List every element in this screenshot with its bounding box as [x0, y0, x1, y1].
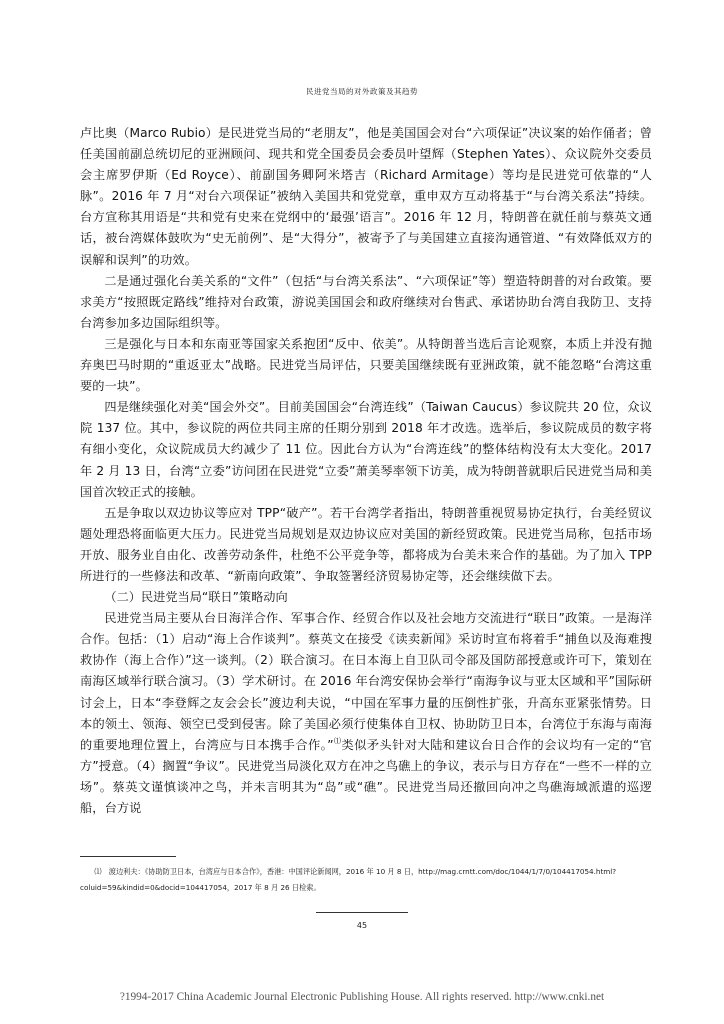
paragraph: 五是争取以双边协议等应对 TPP“破产”。若干台湾学者指出，特朗普重视贸易协定执行，台美经贸议题处理恐将面临更大压力。民进党当局规划是双边协议应对美国的新经贸政策。民进党当局称，包括市场开放、服务业自由化、改善劳动条件，杜绝不公平竞争等，都将成为台美未来合作的基础。为了加入 TPP 所进行的一些修法和改革、“新南向政策”、争取签署经济贸易协定等，还会继续做下去。 — [80, 505, 652, 583]
paragraph: 二是通过强化台美关系的“文件”（包括“与台湾关系法”、“六项保证”等）塑造特朗普的对台政策。要求美方“按照既定路线”维持对台政策，游说美国国会和政府继续对台售武、承诺协助台湾自我防卫、支持台湾参加多边国际组织等。 — [80, 273, 652, 330]
copyright-notice: ?1994-2017 China Academic Journal Electronic Publishing House. All rights reserved. http://www.cnki.net — [119, 991, 605, 1003]
paragraph: 四是继续强化对美“国会外交”。目前美国国会“台湾连线”（Taiwan Caucus）参议院共 20 位，众议院 137 位。其中，参议院的两位共同主席的任期分别到 2018 年才改选。选举后，参议院成员的数字将有细小变化，众议院成员大约减少了 11 位。因此台方认为“台湾连线”的整体结构没有太大变化。2017 年 2 月 13 日，台湾“立委”访问团在民进党“立委”萧美琴率领下访美，成为特朗普就职后民进党当局和美国首次较正式的接触。 — [80, 400, 652, 499]
section-subheading: （二）民进党当局“联日”策略动向 — [104, 590, 288, 605]
paragraph — [80, 608, 652, 819]
paragraph-text: 类似矛头针对大陆和建议台日合作的会议均有一定的“官方”授意。（4）搁置“争议”。民进党当局淡化双方在冲之鸟礁上的争议，表示与日方存在“一些不一样的立场”。蔡英文谨慎谈冲之鸟，并未言明其为“岛”或“礁”。民进党当局还撤回向冲之鸟礁海域派遣的巡逻船，台方说 — [80, 737, 652, 815]
paragraph-text: 民进党当局主要从台日海洋合作、军事合作、经贸合作以及社会地方交流进行“联日”政策。一是海洋合作。包括：（1）启动“海上合作谈判”。蔡英文在接受《读卖新闻》采访时宣布将着手“捕鱼以及海难搜救协作（海上合作）”这一谈判。（2）联合演习。在日本海上自卫队司令部及国防部授意或许可下，策划在南海区域举行联合演习。（3）学术研讨。在 2016 年台湾安保协会举行“南海争议与亚太区域和平”国际研讨会上，日本“李登辉之友会会长”渡边利夫说，“中国在军事力量的压倒性扩张，升高东亚紧张情势。日本的领土、领海、领空已受到侵害。除了美国必须行使集体自卫权、协助防卫日本，台湾位于东海与南海的重要地理位置上，台湾应与日本携手合作。” — [80, 611, 652, 752]
page-number-divider — [316, 912, 408, 913]
paragraph: 卢比奥（Marco Rubio）是民进党当局的“老朋友”，他是美国国会对台“六项保证”决议案的始作俑者；曾任美国前副总统切尼的亚洲顾问、现共和党全国委员会委员叶望辉（Stephen Yates）、众议院外交委员会主席罗伊斯（Ed Royce）、前副国务卿阿米塔吉（Richard Armitage）等均是民进党可依靠的“人脉”。2016 年 7 月“对台六项保证”被纳入美国共和党党章，重申双方互动将基于“与台湾关系法”持续。台方宣称其用语是“共和党有史来在党纲中的‘最强’语言”。2016 年 12 月，特朗普在就任前与蔡英文通话，被台湾媒体鼓吹为“史无前例”、是“大得分”，被寄予了与美国建立直接沟通管道、“有效降低双方的误解和误判”的功效。 — [80, 126, 652, 267]
footnote-divider — [80, 856, 176, 857]
paragraph: 三是强化与日本和东南亚等国家关系抱团“反中、依美”。从特朗普当选后言论观察，本质上并没有抛弃奥巴马时期的“重返亚太”战略。民进党当局评估，只要美国继续既有亚洲政策，就不能忽略“台湾这重要的一块”。 — [80, 336, 652, 394]
article-body — [80, 123, 652, 819]
footnote: ⑴ 渡边利夫：《协助防卫日本，台湾应与日本合作》，香港：中国评论新闻网，2016 年 10 月 8 日，http://mag.crntt.com/doc/1044/1/7/0/104417054.html?coluid=59&kindid=0&docid=104417054，2017 年 8 月 26 日检索。 — [80, 867, 617, 892]
page-number: 45 — [356, 921, 368, 930]
footnote-marker: ⑴ — [333, 736, 342, 745]
running-header: 民进党当局的对外政策及其趋势 — [306, 87, 418, 96]
